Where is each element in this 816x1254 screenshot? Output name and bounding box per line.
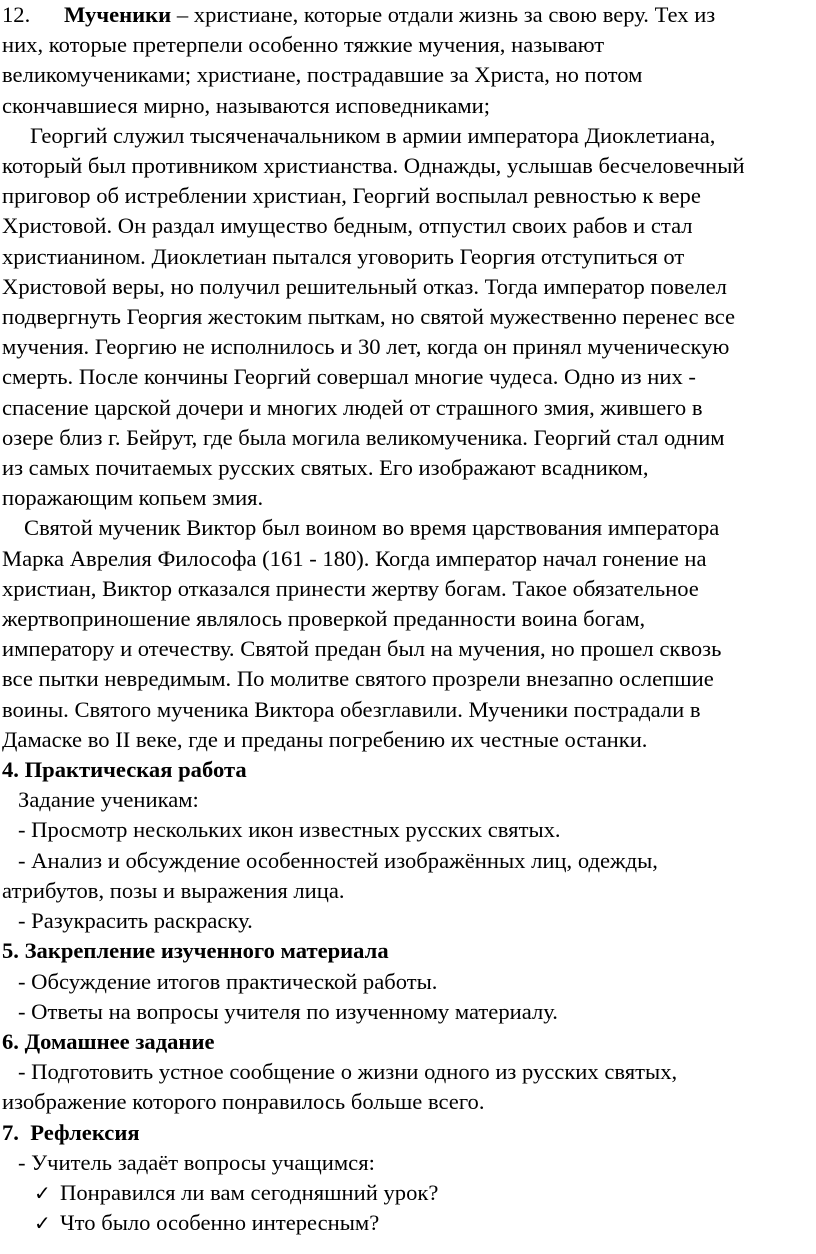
george-line-2: который был противником христианства. Однажды, услышав бесчеловечный <box>2 153 745 179</box>
george-line-5: христианином. Диоклетиан пытался уговорить Георгия отступиться от <box>2 243 685 269</box>
section-4-item-2-continuation: атрибутов, позы и выражения лица. <box>2 877 345 903</box>
george-line-3: приговор об истреблении христиан, Георгий воспылал ревностью к вере <box>2 183 701 209</box>
section-6-line-2: изображение которого понравилось больше всего. <box>2 1089 485 1115</box>
victor-line-5: императору и отечеству. Святой предан был на мучения, но прошел сквозь <box>2 636 722 662</box>
section-7-number: 7. <box>2 1119 19 1145</box>
term-martyrs: Мученики <box>64 2 172 27</box>
victor-line-2: Марка Аврелия Философа (161 - 180). Когда император начал гонение на <box>2 545 707 571</box>
section-7-intro: - Учитель задаёт вопросы учащимся: <box>18 1149 375 1175</box>
section-5-item-1: - Обсуждение итогов практической работы. <box>18 968 438 994</box>
victor-line-7: воины. Святого мученика Виктора обезглавили. Мученики пострадали в <box>2 696 701 722</box>
george-line-9: смерть. После кончины Георгий совершал многие чудеса. Одно из них - <box>2 364 696 390</box>
section-7-title: Рефлексия <box>30 1119 140 1145</box>
section-4-heading: 4. Практическая работа <box>2 757 247 783</box>
george-line-10: спасение царской дочери и многих людей от страшного змия, жившего в <box>2 394 703 420</box>
martyrs-text: – христиане, которые отдали жизнь за свою веру. Тех из <box>171 2 716 27</box>
section-4-intro: Задание ученикам: <box>18 787 199 813</box>
paragraph-george <box>2 121 812 514</box>
martyrs-line-3: великомучениками; христиане, пострадавшие за Христа, но потом <box>2 62 643 88</box>
section-5-item-2: - Ответы на вопросы учителя по изученному материалу. <box>18 998 558 1024</box>
victor-line-6: все пытки невредимым. По молитве святого прозрели внезапно ослепшие <box>2 666 714 692</box>
victor-line-1: Святой мученик Виктор был воином во время царствования императора <box>24 515 720 541</box>
check-mark-icon: ✓ <box>34 1211 51 1236</box>
check-mark-icon: ✓ <box>34 1180 51 1205</box>
section-consolidation <box>2 936 812 1027</box>
george-line-13: поражающим копьем змия. <box>2 485 264 511</box>
victor-line-8: Дамаске во II веке, где и преданы погребению их честные останки. <box>2 726 648 752</box>
section-4-item-3: - Разукрасить раскраску. <box>18 908 253 934</box>
section-practical-work <box>2 755 812 936</box>
section-7-heading <box>2 1118 812 1148</box>
george-line-6: Христовой веры, но получил решительный отказ. Тогда император повелел <box>2 273 727 299</box>
george-line-11: озере близ г. Бейрут, где была могила великомученика. Георгий стал одним <box>2 424 725 450</box>
martyrs-line-4: скончавшиеся мирно, называются исповедниками; <box>2 92 491 118</box>
section-5-heading: 5. Закрепление изученного материала <box>2 938 389 964</box>
george-line-4: Христовой. Он раздал имущество бедным, отпустил своих рабов и стал <box>2 213 693 239</box>
victor-line-4: жертвоприношение являлось проверкой преданности воина богам, <box>2 606 646 632</box>
george-line-12: из самых почитаемых русских святых. Его изображают всадником, <box>2 455 649 481</box>
question-text-1: Понравился ли вам сегодняшний урок? <box>60 1179 439 1205</box>
section-6-heading: 6. Домашнее задание <box>2 1028 215 1054</box>
martyrs-line-1 <box>2 0 812 30</box>
question-item-2 <box>2 1208 812 1238</box>
item-number: 12. <box>2 2 31 27</box>
george-line-7: подвергнуть Георгия жестоким пыткам, но святой мужественно перенес все <box>2 304 736 330</box>
section-homework <box>2 1027 812 1118</box>
paragraph-martyrs <box>2 0 812 121</box>
george-line-1: Георгий служил тысяченачальником в армии императора Диоклетиана, <box>30 122 716 148</box>
question-item-1 <box>2 1178 812 1208</box>
section-4-item-1: - Просмотр нескольких икон известных русских святых. <box>18 817 561 843</box>
document-page <box>2 0 812 1238</box>
martyrs-line-2: них, которые претерпели особенно тяжкие мучения, называют <box>2 32 605 58</box>
section-4-item-2: - Анализ и обсуждение особенностей изображённых лиц, одежды, <box>18 847 658 873</box>
section-reflection <box>2 1118 812 1239</box>
paragraph-victor <box>2 513 812 755</box>
george-line-8: мучения. Георгию не исполнилось и 30 лет, когда он принял мученическую <box>2 334 730 360</box>
section-6-line-1: - Подготовить устное сообщение о жизни одного из русских святых, <box>18 1059 678 1085</box>
question-text-2: Что было особенно интересным? <box>60 1210 380 1236</box>
victor-line-3: христиан, Виктор отказался принести жертву богам. Такое обязательное <box>2 575 699 601</box>
